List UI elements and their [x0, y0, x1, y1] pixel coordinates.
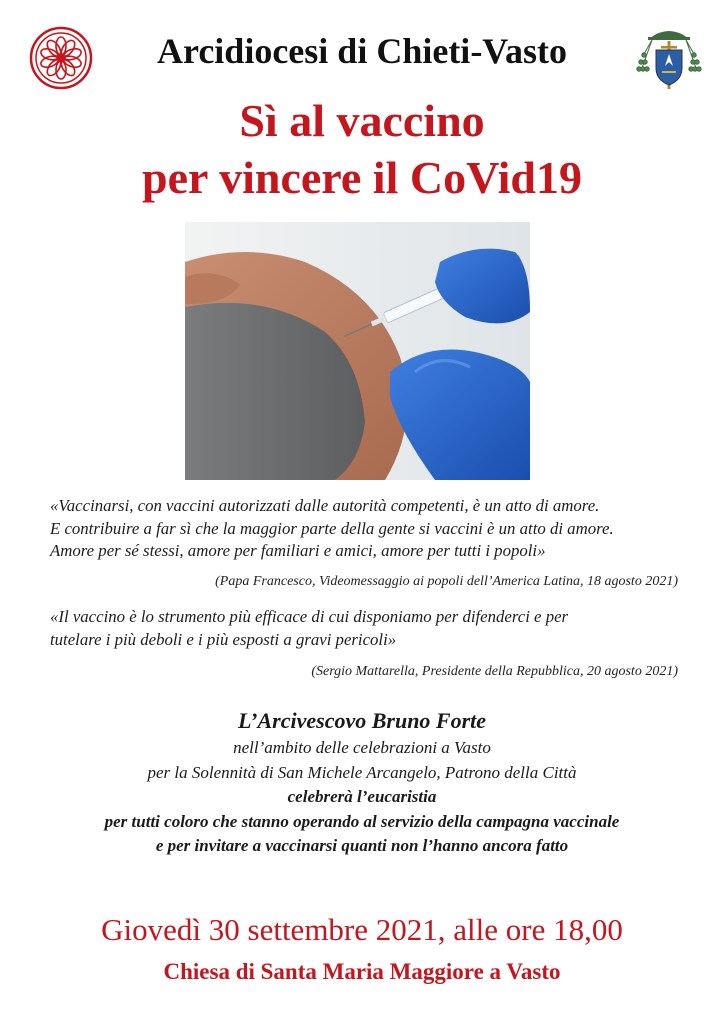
episcopal-coat-of-arms-icon — [636, 24, 702, 94]
announcement-line: e per invitare a vaccinarsi quanti non l’hanno ancora fatto — [155, 836, 569, 855]
quote-pope-francis — [50, 495, 678, 563]
announcement-line: per tutti coloro che stanno operando al servizio della campagna vaccinale — [104, 811, 620, 831]
main-title-line-1: Sì al vaccino — [239, 95, 485, 146]
announcement-line: per la Solennità di San Michele Arcangelo, Patrono della Città — [147, 762, 577, 782]
announcement-line: nell’ambito delle celebrazioni a Vasto — [233, 738, 491, 757]
event-place: Chiesa di Santa Maria Maggiore a Vasto — [163, 959, 561, 984]
quote-mattarella — [50, 606, 678, 651]
celebrant-name: L’Arcivescovo Bruno Forte — [237, 708, 487, 733]
quote-attribution: (Papa Francesco, Videomessaggio ai popoli dell’America Latina, 18 agosto 2021) — [215, 574, 678, 589]
quote-line: tutelare i più deboli e i più esposti a gravi pericoli» — [50, 629, 397, 649]
vaccination-photo — [185, 222, 530, 480]
quote-line: E contribuire a far sì che la maggior parte della gente si vaccini è un atto di amore. — [50, 518, 614, 538]
quote-line: «Il vaccino è lo strumento più efficace di cui disponiamo per difenderci e per — [50, 607, 569, 626]
main-title — [0, 92, 724, 206]
main-title-line-2: per vincere il CoVid19 — [142, 152, 582, 203]
event-date-time: Giovedì 30 settembre 2021, alle ore 18,00 — [101, 912, 623, 947]
announcement-block — [0, 706, 724, 859]
quote-line: Amore per sé stessi, amore per familiari e amici, amore per tutti i popoli» — [50, 541, 546, 560]
quote-attribution: (Sergio Mattarella, Presidente della Repubblica, 20 agosto 2021) — [311, 664, 678, 679]
quote-line: «Vaccinarsi, con vaccini autorizzati dalle autorità competenti, è un atto di amore. — [50, 496, 600, 515]
diocese-title: Arcidiocesi di Chieti-Vasto — [157, 31, 567, 71]
announcement-line: celebrerà l’eucaristia — [287, 787, 437, 806]
